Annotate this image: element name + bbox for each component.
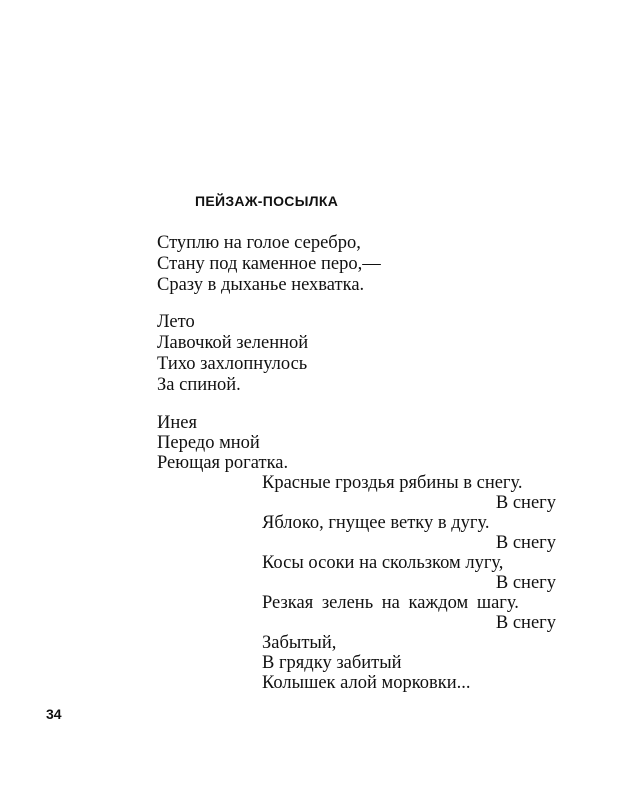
poem-line: В грядку забитый	[262, 653, 402, 673]
refrain-line: В снегу	[495, 573, 556, 593]
page-number: 34	[46, 706, 62, 722]
poem-line: Реющая рогатка.	[157, 453, 289, 473]
poem-line: Колышек алой морковки...	[262, 673, 471, 693]
poem-line: Лето	[157, 312, 195, 332]
poem-line: Инея	[157, 413, 197, 433]
poem-line: Забытый,	[262, 633, 337, 653]
poem-line: Красные гроздья рябины в снегу.	[262, 473, 523, 493]
poem-title: ПЕЙЗАЖ-ПОСЫЛКА	[195, 193, 339, 209]
poem-line: Тихо захлопнулось	[157, 354, 308, 374]
poem-line: Косы осоки на скользком лугу,	[262, 553, 504, 573]
refrain-line: В снегу	[495, 533, 556, 553]
refrain-line: В снегу	[495, 613, 556, 633]
poem-line: Лавочкой зеленной	[157, 333, 309, 353]
poem-line: Стану под каменное перо,—	[157, 254, 381, 274]
refrain-line: В снегу	[495, 493, 556, 513]
poem-line: Яблоко, гнущее ветку в дугу.	[262, 513, 490, 533]
poem-line: Передо мной	[157, 433, 260, 453]
poem-line: За спиной.	[157, 375, 241, 395]
poem-line: Сразу в дыханье нехватка.	[157, 275, 365, 295]
poem-line: Резкая зелень на каждом шагу.	[262, 593, 519, 613]
poem-line: Ступлю на голое серебро,	[157, 233, 361, 253]
